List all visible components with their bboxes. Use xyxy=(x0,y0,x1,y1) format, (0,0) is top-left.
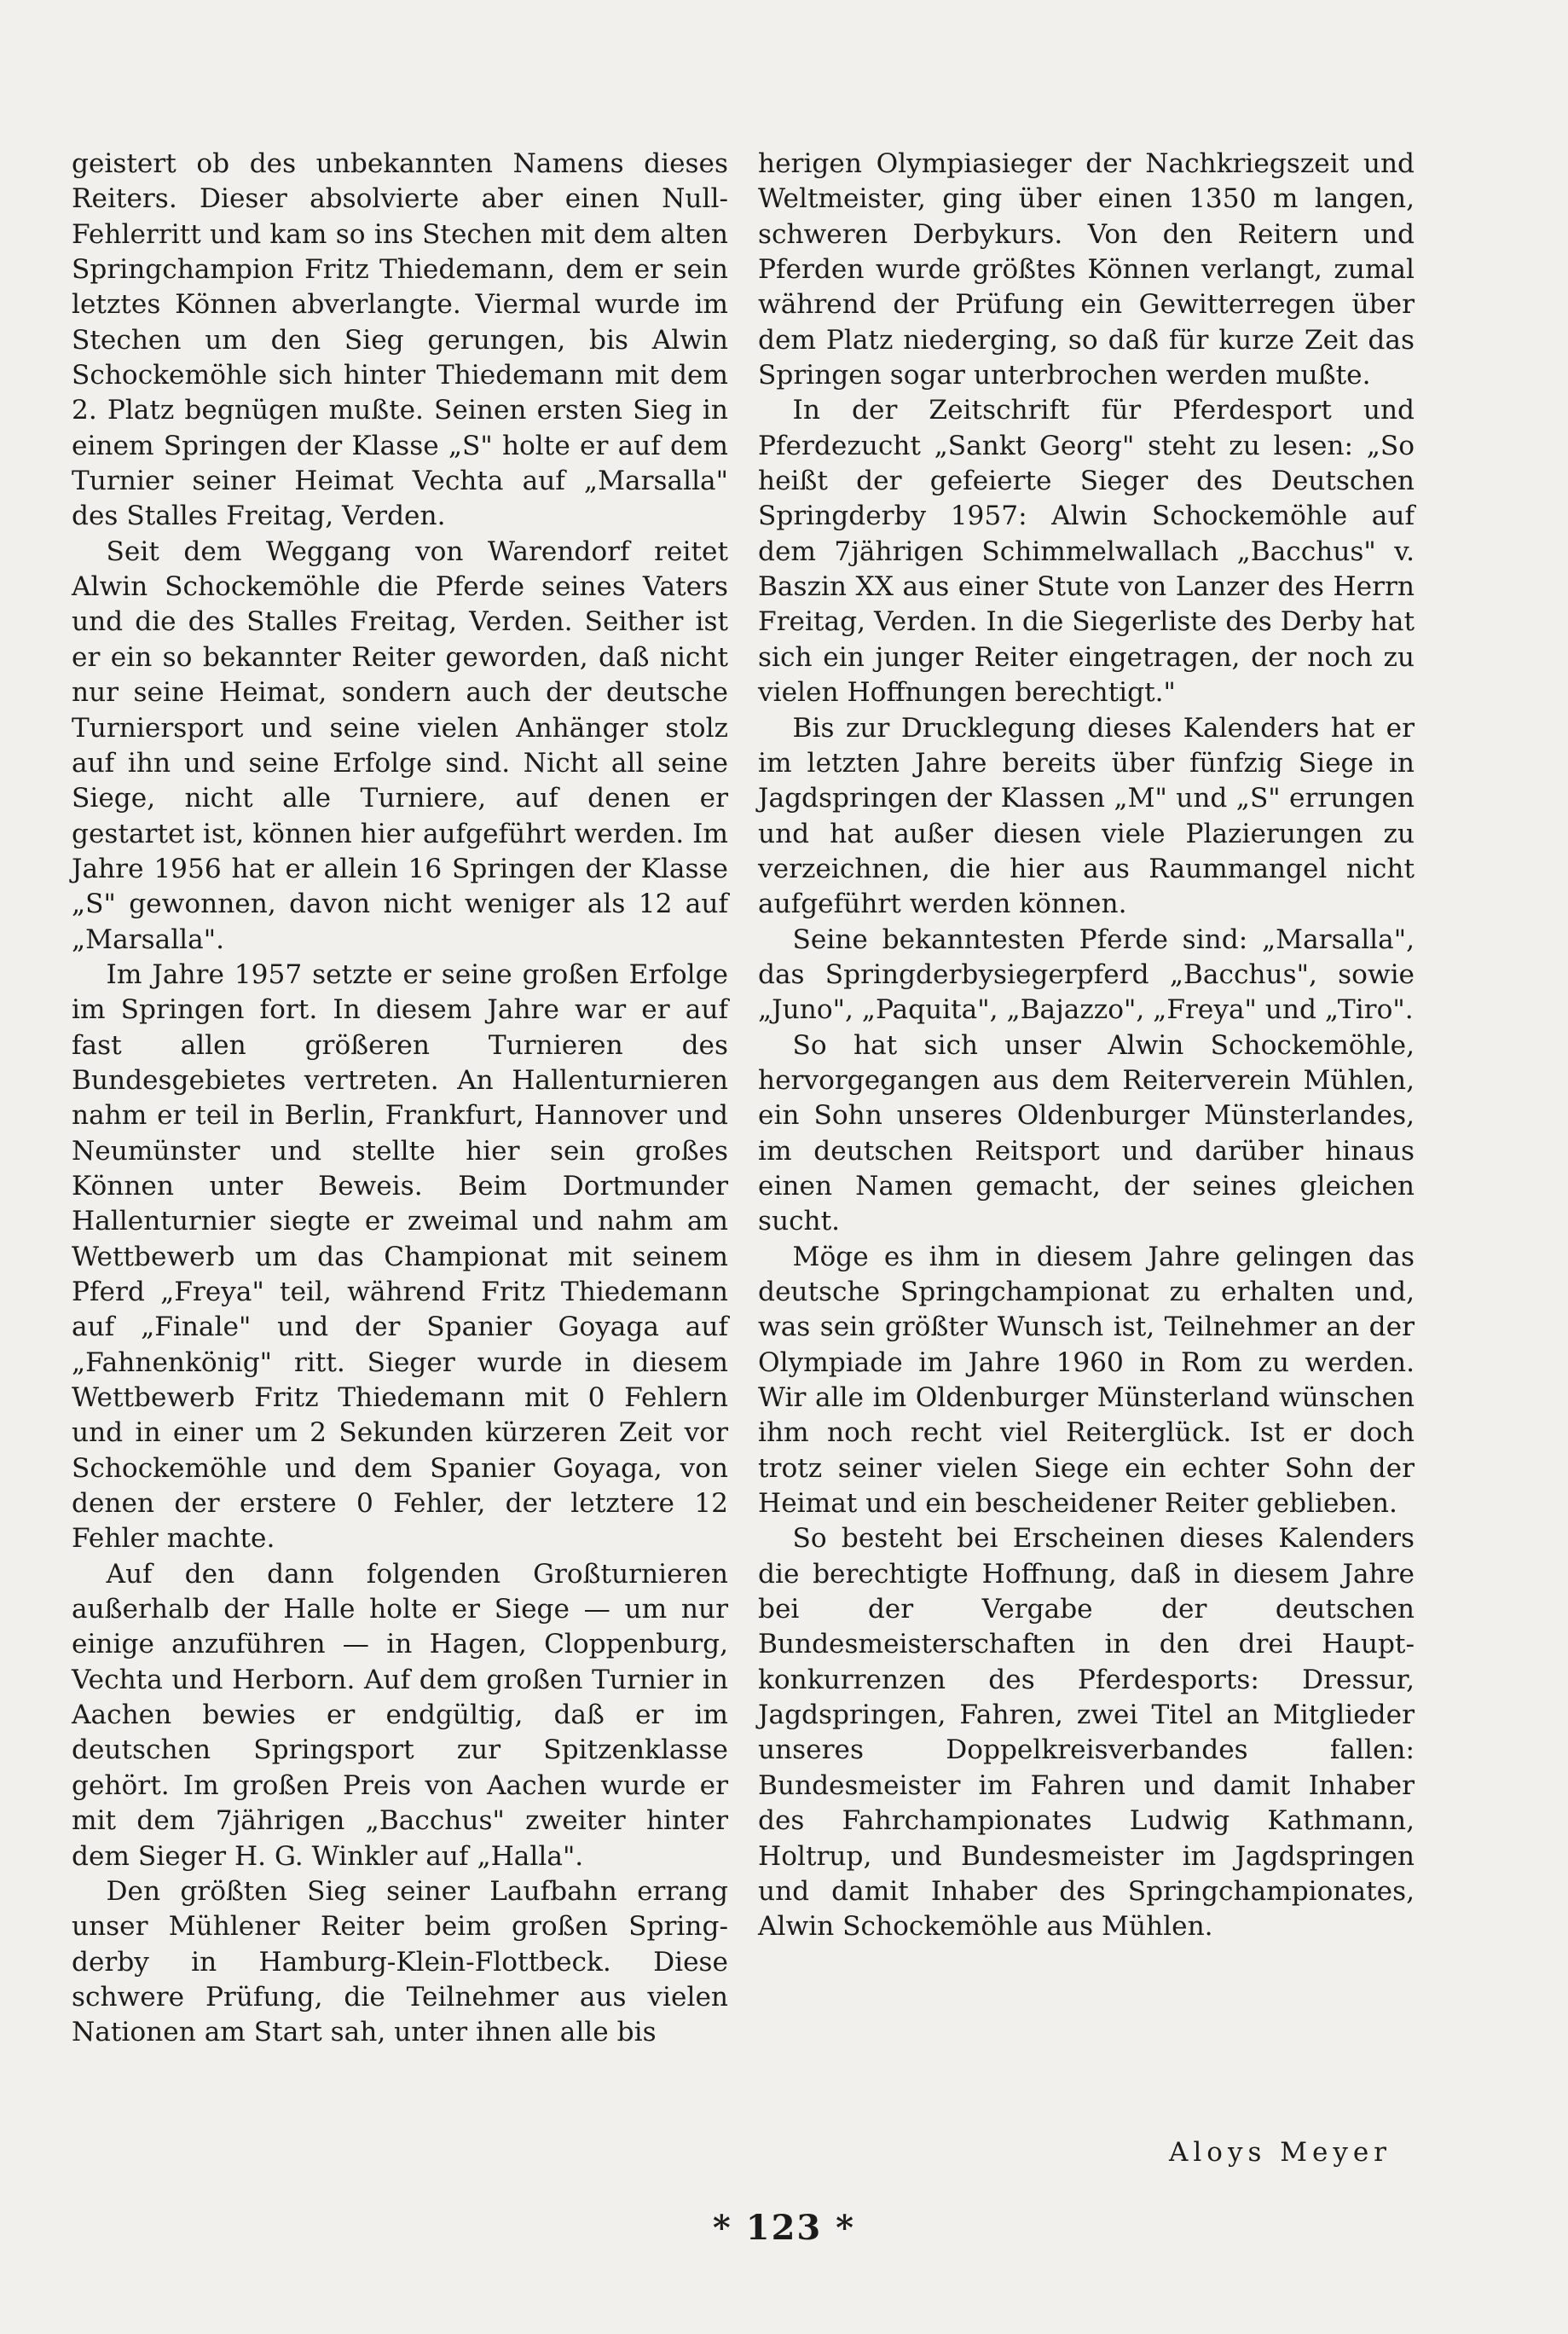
paragraph: Im Jahre 1957 setzte er seine großen Erfolge im Springen fort. In diesem Jahre war er auf fast allen größeren Turnieren des Bundesgebietes vertreten. An Hallenturnieren nahm er teil in Berlin, Frankfurt, Hannover und Neumünster und stellte hier sein großes Können unter Beweis. Beim Dortmunder Hallenturnier siegte er zweimal und nahm am Wettbewerb um das Championat mit seinem Pferd „Freya" teil, während Fritz Thiedemann auf „Finale" und der Spanier Goyaga auf „Fahnenkönig" ritt. Sieger wurde in diesem Wettbewerb Fritz Thiedemann mit 0 Fehlern und in einer um 2 Sekunden kürzeren Zeit vor Schockemöhle und dem Spanier Goyaga, von denen der erstere 0 Fehler, der letztere 12 Fehler machte. xyxy=(72,959,728,1555)
paragraph: Seit dem Weggang von Warendorf reitet Alwin Schockemöhle die Pferde seines Vaters und die des Stalles Freitag, Verden. Seither ist er ein so bekannter Reiter geworden, daß nicht nur seine Heimat, sondern auch der deutsche Turniersport und seine vielen Anhänger stolz auf ihn und seine Erfolge sind. Nicht all seine Siege, nicht alle Turniere, auf denen er gestartet ist, können hier aufgeführt werden. Im Jahre 1956 hat er allein 16 Springen der Klasse „S" gewonnen, davon nicht weniger als 12 auf „Marsalla". xyxy=(72,536,728,955)
paragraph: In der Zeitschrift für Pferdesport und Pferdezucht „Sankt Georg" steht zu lesen: „So heißt der gefeierte Sieger des Deutschen Springderby 1957: Alwin Schockemöhle auf dem 7jährigen Schimmelwallach „Bacchus" v. Baszin XX aus einer Stute von Lanzer des Herrn Freitag, Verden. In die Siegerliste des Derby hat sich ein junger Reiter eingetragen, der noch zu vielen Hoffnungen berechtigt." xyxy=(758,395,1415,709)
paragraph: geistert ob des unbekannten Namens dieses Reiters. Dieser absolvierte aber einen NullFehlerritt und kam so ins Stechen mit dem alten Springchampion Fritz Thiedemann, dem er sein letztes Können abverlangte. Viermal wurde im Stechen um den Sieg gerungen, bis Alwin Schockemöhle sich hinter Thiedemann mit dem 2. Platz begnügen mußte. Seinen ersten Sieg in einem Springen der Klasse „S" holte er auf dem Turnier seiner Heimat Vechta auf „Marsalla" des Stalles Freitag, Verden. xyxy=(72,148,728,532)
paragraph: Seine bekanntesten Pferde sind: „Marsalla", das Springderbysiegerpferd „Bacchus", sowie „Juno", „Paquita", „Bajazzo", „Freya" und „Tiro". xyxy=(758,924,1415,1026)
paragraph: So besteht bei Erscheinen dieses Kalenders die berechtigte Hoffnung, daß in diesem Jahre bei der Vergabe der deutschen Bundesmeisterschaften in den drei Hauptkonkurrenzen des Pferdesports: Dressur, Jagdspringen, Fahren, zwei Titel an Mitglieder unseres Doppelkreisverbandes fallen: Bundesmeister im Fahren und damit Inhaber des Fahrchampionates Ludwig Kathmann, Holtrup, und Bundesmeister im Jagdspringen und damit Inhaber des Springchampionates, Alwin Schockemöhle aus Mühlen. xyxy=(758,1523,1415,1943)
right-column xyxy=(758,147,1415,1945)
paragraph: Auf den dann folgenden Großturnieren außerhalb der Halle holte er Siege — um nur einige anzuführen — in Hagen, Cloppenburg, Vechta und Herborn. Auf dem großen Turnier in Aachen bewies er endgültig, daß er im deutschen Springsport zur Spitzenklasse gehört. Im großen Preis von Aachen wurde er mit dem 7jährigen „Bacchus" zweiter hinter dem Sieger H. G. Winkler auf „Halla". xyxy=(72,1558,728,1872)
paragraph: Möge es ihm in diesem Jahre gelingen das deutsche Springchampionat zu erhalten und, was sein größter Wunsch ist, Teilnehmer an der Olympiade im Jahre 1960 in Rom zu werden. Wir alle im Oldenburger Münsterland wünschen ihm noch recht viel Reiterglück. Ist er doch trotz seiner vielen Siege ein echter Sohn der Heimat und ein bescheidener Reiter geblieben. xyxy=(758,1241,1415,1520)
paragraph: So hat sich unser Alwin Schockemöhle, hervorgegangen aus dem Reiterverein Mühlen, ein Sohn unseres Oldenburger Münsterlandes, im deutschen Reitsport und darüber hinaus einen Namen gemacht, der seines gleichen sucht. xyxy=(758,1029,1415,1237)
paragraph: Den größten Sieg seiner Laufbahn errang unser Mühlener Reiter beim großen Springderby in Hamburg-Klein-Flottbeck. Diese schwere Prüfung, die Teilnehmer aus vielen Nationen am Start sah, unter ihnen alle bis xyxy=(72,1875,728,2048)
paragraph: Bis zur Drucklegung dieses Kalenders hat er im letzten Jahre bereits über fünfzig Siege in Jagdspringen der Klassen „M" und „S" errungen und hat außer diesen viele Plazierungen zu verzeichnen, die hier aus Raummangel nicht aufgeführt werden können. xyxy=(758,712,1415,920)
author-signature: Aloys Meyer xyxy=(1168,2137,1392,2168)
left-column xyxy=(72,147,728,2051)
paragraph: herigen Olympiasieger der Nachkriegszeit und Weltmeister, ging über einen 1350 m langen, schweren Derbykurs. Von den Reitern und Pferden wurde größtes Können verlangt, zumal während der Prüfung ein Gewitterregen über dem Platz niederging, so daß für kurze Zeit das Springen sogar unterbrochen werden mußte. xyxy=(758,148,1415,391)
page-number: * 123 * xyxy=(712,2208,856,2248)
